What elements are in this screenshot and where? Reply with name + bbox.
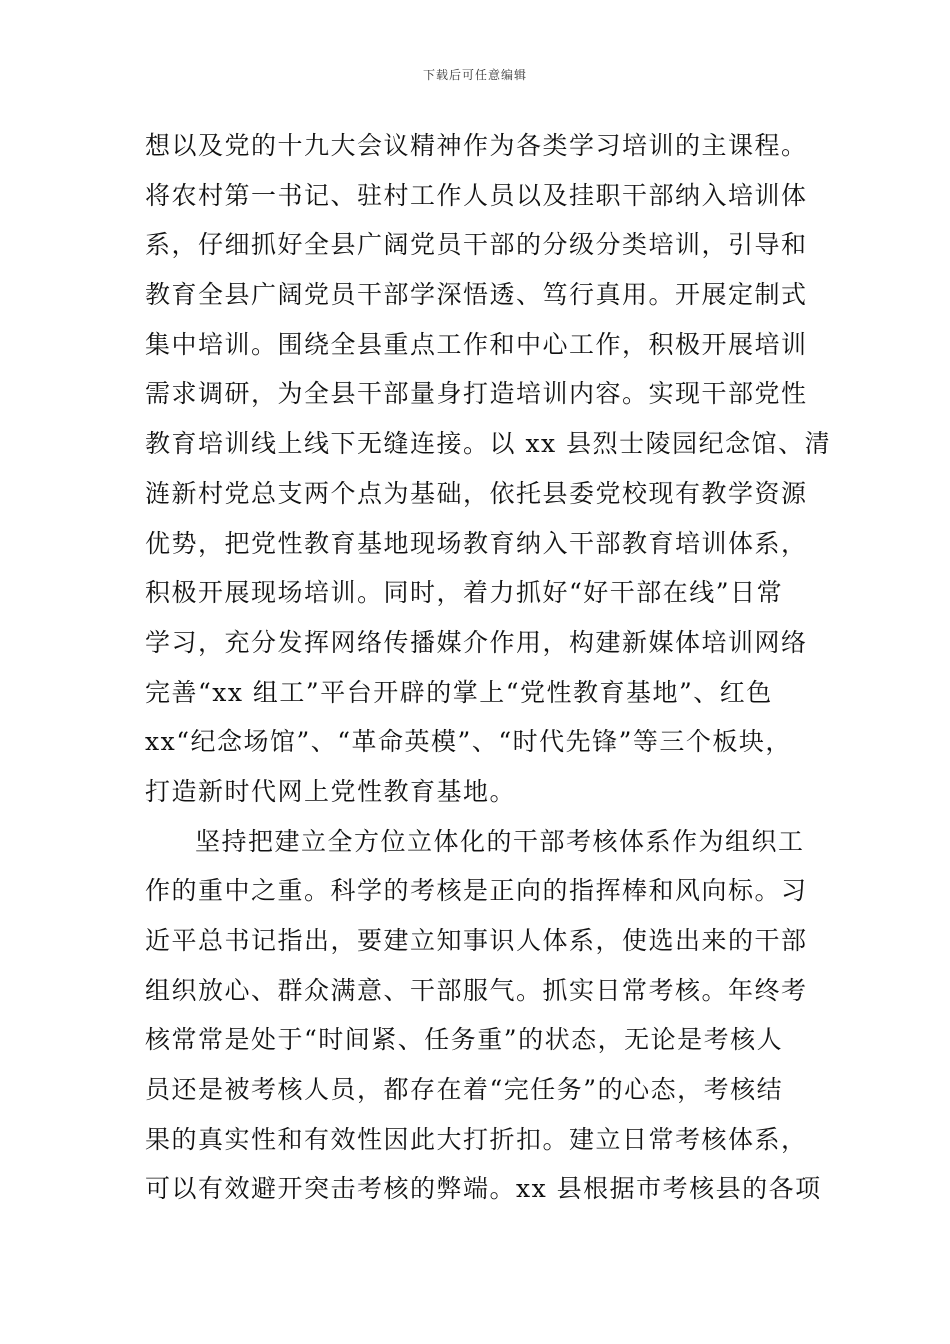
- text-line: 员还是被考核人员，都存在着“完任务”的心态，考核结: [145, 1075, 784, 1105]
- document-body: [145, 128, 835, 1221]
- text-line: 打造新时代网上党性教育基地。: [145, 776, 517, 806]
- text-line: 完善“xx 组工”平台开辟的掌上“党性教育基地”、红色: [145, 677, 773, 707]
- text-line: 需求调研，为全县干部量身打造培训内容。实现干部党性: [145, 379, 808, 409]
- text-line: xx“纪念场馆”、“革命英模”、“时代先锋”等三个板块，: [145, 727, 792, 757]
- text-line: 教育全县广阔党员干部学深悟透、笃行真用。开展定制式: [145, 280, 808, 310]
- text-line: 学习，充分发挥网络传播媒介作用，构建新媒体培训网络: [145, 627, 808, 657]
- text-line: 组织放心、群众满意、干部服气。抓实日常考核。年终考: [145, 975, 808, 1005]
- paragraph: [145, 824, 835, 1222]
- text-line: 果的真实性和有效性因此大打折扣。建立日常考核体系，: [145, 1124, 808, 1154]
- text-line: 想以及党的十九大会议精神作为各类学习培训的主课程。: [145, 131, 808, 160]
- text-line: 系，仔细抓好全县广阔党员干部的分级分类培训，引导和: [145, 230, 808, 260]
- text-line: 近平总书记指出，要建立知事识人体系，使选出来的干部: [145, 926, 808, 955]
- text-line: 作的重中之重。科学的考核是正向的指挥棒和风向标。习: [145, 876, 808, 906]
- text-line: 坚持把建立全方位立体化的干部考核体系作为组织工: [195, 826, 805, 856]
- text-line: 积极开展现场培训。同时，着力抓好“好干部在线”日常: [145, 578, 784, 608]
- paragraph: [145, 128, 835, 824]
- text-line: 教育培训线上线下无缝连接。以 xx 县烈士陵园纪念馆、清: [145, 429, 832, 459]
- text-line: 将农村第一书记、驻村工作人员以及挂职干部纳入培训体: [145, 180, 808, 210]
- text-line: 涟新村党总支两个点为基础，依托县委党校现有教学资源: [145, 478, 808, 508]
- text-line: 可以有效避开突击考核的弊端。xx 县根据市考核县的各项: [145, 1174, 822, 1204]
- text-line: 核常常是处于“时间紧、任务重”的状态，无论是考核人: [145, 1025, 784, 1055]
- text-line: 优势，把党性教育基地现场教育纳入干部教育培训体系，: [145, 528, 808, 558]
- page-header-note: 下载后可任意编辑: [422, 68, 527, 82]
- text-line: 集中培训。围绕全县重点工作和中心工作，积极开展培训: [145, 329, 808, 359]
